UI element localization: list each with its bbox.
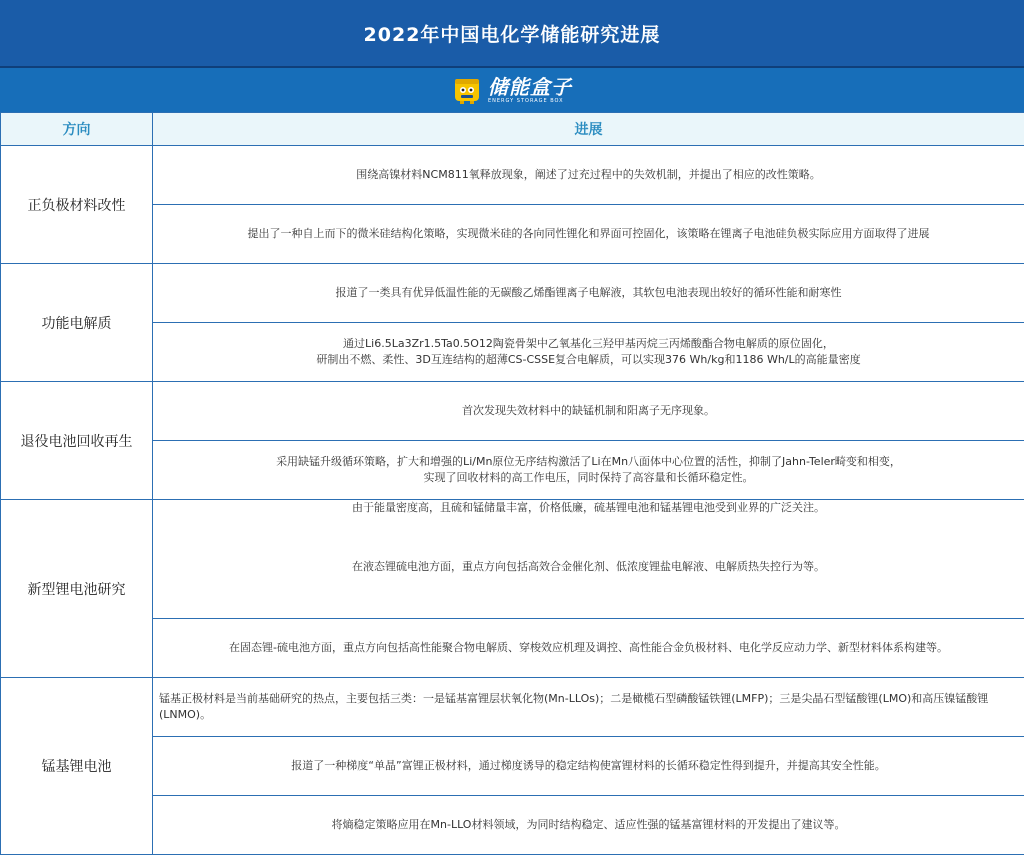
brand-logo (452, 75, 572, 105)
progress-text: 实现了回收材料的高工作电压，同时保持了高容量和长循环稳定性。 (423, 471, 754, 484)
progress-text: 报道了一类具有优异低温性能的无碳酸乙烯酯锂离子电解液，其软包电池表现出较好的循环性能和耐寒性 (335, 286, 842, 299)
table-row (1, 737, 1024, 796)
direction-cell: 锰基锂电池 (1, 678, 153, 855)
table-row (1, 796, 1024, 855)
progress-text: 首次发现失效材料中的缺锰机制和阳离子无序现象。 (462, 404, 715, 417)
progress-text: 研制出不燃、柔性、3D互连结构的超薄CS-CSSE复合电解质，可以实现376 Wh/kg和1186 Wh/L的高能量密度 (316, 353, 861, 366)
progress-text: 在液态锂硫电池方面，重点方向包括高效合金催化剂、低浓度锂盐电解液、电解质热失控行为等。 (352, 560, 825, 573)
table-header-row (1, 113, 1024, 146)
logo-text-group (488, 74, 572, 104)
table-row (1, 441, 1024, 500)
progress-text: 锰基正极材料是当前基础研究的热点，主要包括三类：一是锰基富锂层状氧化物(Mn-LLOs)；二是橄榄石型磷酸锰铁锂(LMFP)；三是尖晶石型锰酸锂(LMO)和高压镍锰酸锂(LNMO)。 (159, 692, 989, 721)
progress-cell (153, 205, 1024, 264)
progress-text: 提出了一种自上而下的微米硅结构化策略，实现微米硅的各向同性锂化和界面可控固化，该策略在锂离子电池硅负极实际应用方面取得了进展 (247, 227, 930, 240)
direction-cell: 功能电解质 (1, 264, 153, 382)
table-row (1, 323, 1024, 382)
logo-text: 储能盒子 (488, 74, 572, 99)
logo-bar (0, 68, 1024, 112)
progress-text: 采用缺锰升级循环策略，扩大和增强的Li/Mn原位无序结构激活了Li在Mn八面体中心位置的活性，抑制了Jahn-Teler畸变和相变， (276, 455, 901, 468)
progress-text: 将熵稳定策略应用在Mn-LLO材料领域，为同时结构稳定、适应性强的锰基富锂材料的开发提出了建议等。 (331, 818, 846, 831)
progress-text: 围绕高镍材料NCM811氧释放现象，阐述了过充过程中的失效机制，并提出了相应的改性策略。 (356, 168, 821, 181)
progress-cell (153, 382, 1024, 441)
progress-table (0, 112, 1024, 855)
direction-cell: 退役电池回收再生 (1, 382, 153, 500)
table-row (1, 205, 1024, 264)
progress-cell (153, 500, 1024, 619)
progress-cell (153, 323, 1024, 382)
progress-cell (153, 441, 1024, 500)
table-row (1, 382, 1024, 441)
progress-text: 在固态锂-硫电池方面，重点方向包括高性能聚合物电解质、穿梭效应机理及调控、高性能合金负极材料、电化学反应动力学、新型材料体系构建等。 (229, 641, 948, 654)
progress-cell (153, 619, 1024, 678)
direction-cell: 正负极材料改性 (1, 146, 153, 264)
header-direction: 方向 (1, 113, 153, 146)
progress-text: 报道了一种梯度“单晶”富锂正极材料，通过梯度诱导的稳定结构使富锂材料的长循环稳定性得到提升，并提高其安全性能。 (291, 759, 886, 772)
progress-text: 通过Li6.5La3Zr1.5Ta0.5O12陶瓷骨架中乙氧基化三羟甲基丙烷三丙烯酸酯合物电解质的原位固化， (343, 337, 834, 350)
progress-cell (153, 678, 1024, 737)
page-title: 2022年中国电化学储能研究进展 (0, 0, 1024, 68)
table-row (1, 146, 1024, 205)
progress-cell (153, 264, 1024, 323)
progress-cell (153, 796, 1024, 855)
table-row (1, 500, 1024, 619)
progress-cell (153, 146, 1024, 205)
table-row (1, 264, 1024, 323)
header-progress: 进展 (153, 113, 1024, 146)
direction-cell: 新型锂电池研究 (1, 500, 153, 678)
progress-cell (153, 737, 1024, 796)
logo-subtext: ENERGY STORAGE BOX (488, 97, 564, 104)
mascot-icon (452, 75, 482, 105)
table-row (1, 619, 1024, 678)
table-row (1, 678, 1024, 737)
progress-text: 由于能量密度高，且硫和锰储量丰富，价格低廉，硫基锂电池和锰基锂电池受到业界的广泛关注。 (352, 501, 825, 514)
